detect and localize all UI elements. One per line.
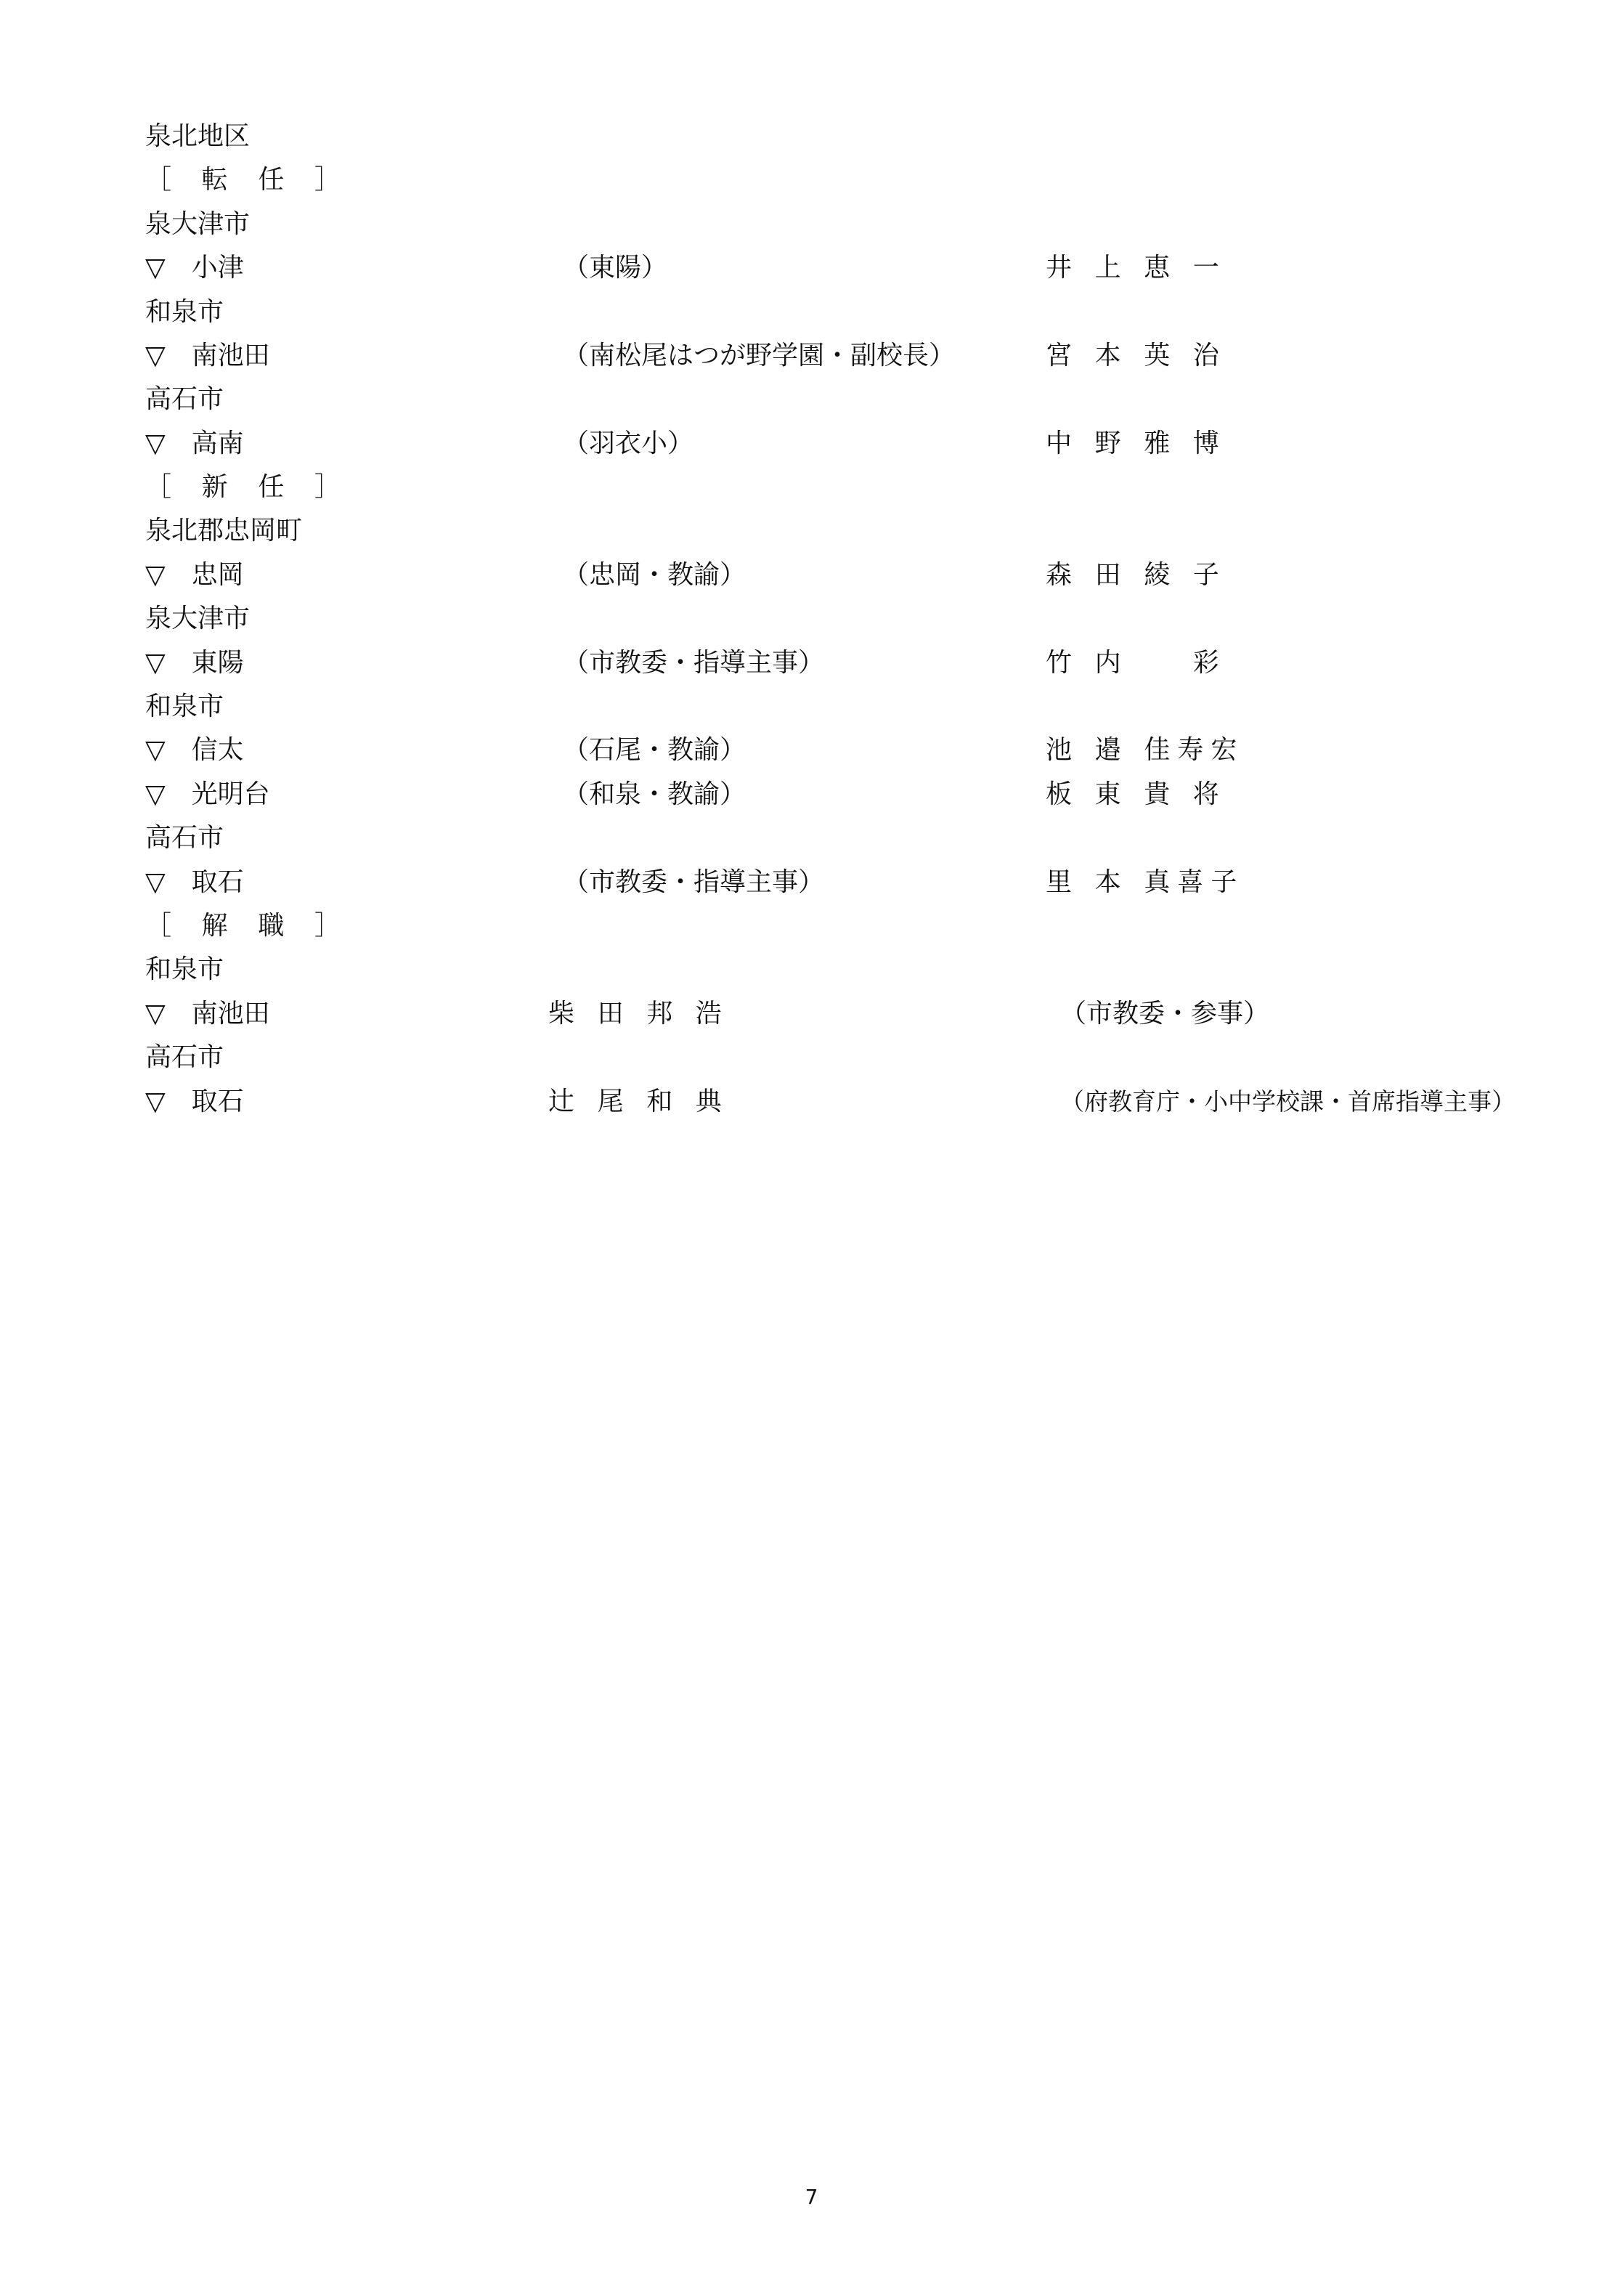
person-name: 井 上 恵 一	[1046, 253, 1227, 283]
school-name: ▽ 忠岡	[145, 560, 244, 590]
document-page: 泉北地区 ［ 転 任 ］ 泉大津市 ▽ 小津 （東陽） 井 上 恵 一 和泉市 ▽ 南池田 （南松尾はつが野学園・副校長） 宮 本 英 治 高石市 ▽ 高南 （羽衣小） 中 野 雅 博 ［ 新 任 ］ 泉北郡忠岡町 ▽ 忠岡 （忠岡・教諭） 森 田 綾 子 泉大津市 ▽ 東陽 （市教委・指導主事） 竹 内 彩 和泉市 ▽ 信太 （石尾・教諭） 池 邉 佳寿宏 ▽ 光明台 （和泉・教諭） 板 東 貴 将 高石市 ▽ 取石 （市教委・指導主事） 里 本 真喜子 ［ 解 職 ］ 和泉市 ▽ 南池田 柴 田 邦 浩 （市教委・参事） 高石市 ▽ 取石 辻 尾 和 典 （府教育庁・小中学校課・首席指導主事） 7	[0, 0, 1623, 2296]
person-name: 辻 尾 和 典	[548, 1087, 729, 1116]
person-name: 板 東 貴 将	[1046, 779, 1227, 809]
person-name: 里 本 真喜子	[1046, 867, 1245, 897]
school-name: ▽ 取石	[145, 1087, 244, 1116]
school-name: ▽ 東陽	[145, 648, 244, 678]
previous-post: （和泉・教諭）	[563, 779, 747, 809]
previous-post: （東陽）	[563, 253, 668, 283]
page-number: 7	[805, 2185, 818, 2209]
school-name: ▽ 南池田	[145, 999, 270, 1029]
person-name: 竹 内 彩	[1046, 648, 1227, 678]
new-post: （市教委・参事）	[1060, 999, 1270, 1029]
previous-post: （市教委・指導主事）	[563, 648, 825, 678]
previous-post: （南松尾はつが野学園・副校長）	[563, 341, 956, 370]
previous-post: （石尾・教諭）	[563, 735, 747, 765]
school-name: ▽ 高南	[145, 429, 244, 458]
person-name: 池 邉 佳寿宏	[1046, 735, 1245, 765]
school-name: ▽ 南池田	[145, 341, 270, 370]
person-name: 宮 本 英 治	[1046, 341, 1227, 370]
person-name: 中 野 雅 博	[1046, 429, 1227, 458]
previous-post: （市教委・指導主事）	[563, 867, 825, 897]
previous-post: （忠岡・教諭）	[563, 560, 747, 590]
school-name: ▽ 取石	[145, 867, 244, 897]
person-name: 柴 田 邦 浩	[548, 999, 729, 1029]
school-name: ▽ 小津	[145, 253, 244, 283]
person-name: 森 田 綾 子	[1046, 560, 1227, 590]
previous-post: （羽衣小）	[563, 429, 694, 458]
school-name: ▽ 信太	[145, 735, 244, 765]
new-post: （府教育庁・小中学校課・首席指導主事）	[1060, 1087, 1516, 1116]
school-name: ▽ 光明台	[145, 779, 270, 809]
